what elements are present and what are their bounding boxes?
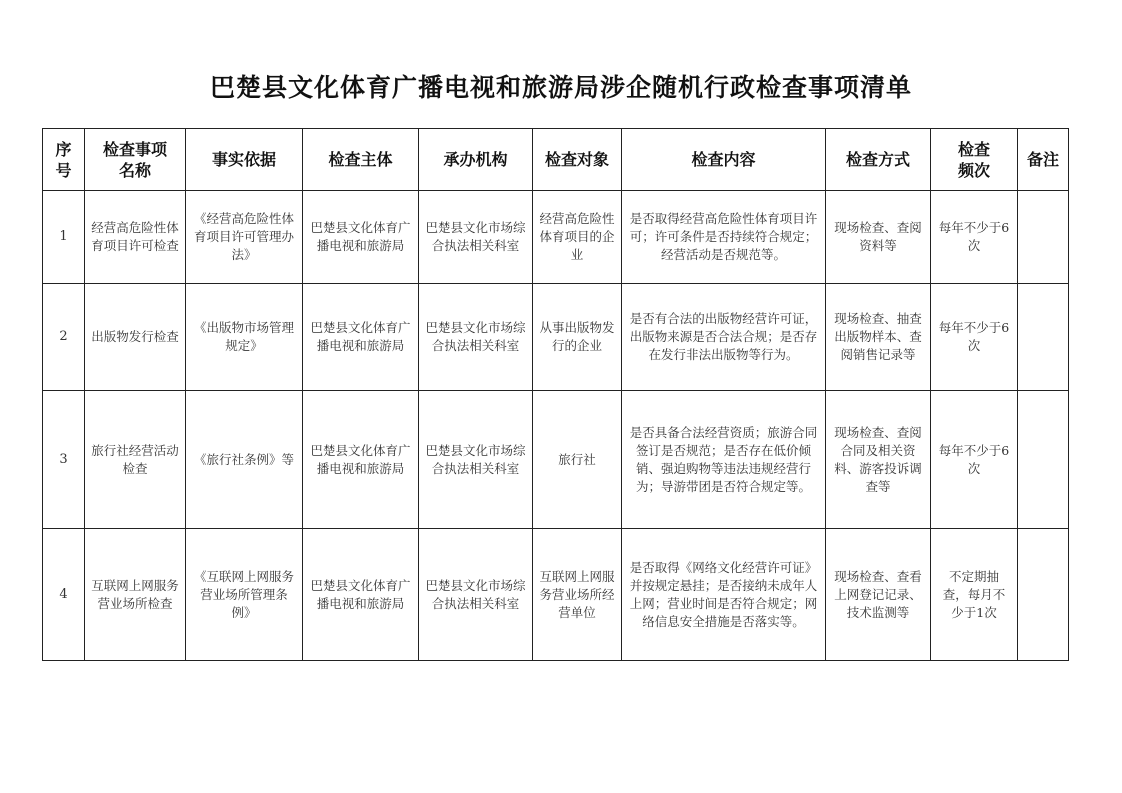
cell-remark: [1018, 391, 1069, 529]
header-target: 检查对象: [533, 129, 622, 191]
cell-remark: [1018, 529, 1069, 661]
cell-agency: 巴楚县文化市场综合执法相关科室: [419, 529, 533, 661]
cell-basis: 《旅行社条例》等: [186, 391, 303, 529]
cell-target: 互联网上网服务营业场所经营单位: [533, 529, 622, 661]
cell-target: 从事出版物发行的企业: [533, 284, 622, 391]
table-row: [43, 529, 1069, 661]
table-row: [43, 391, 1069, 529]
cell-freq: 每年不少于6次: [931, 284, 1018, 391]
cell-remark: [1018, 191, 1069, 284]
cell-content: 是否取得经营高危险性体育项目许可；许可条件是否持续符合规定；经营活动是否规范等。: [622, 191, 826, 284]
cell-no: 4: [43, 529, 85, 661]
header-no: 序 号: [43, 129, 85, 191]
header-subject: 检查主体: [303, 129, 419, 191]
header-remark: 备注: [1018, 129, 1069, 191]
cell-freq: 每年不少于6次: [931, 391, 1018, 529]
cell-basis: 《互联网上网服务营业场所管理条例》: [186, 529, 303, 661]
cell-agency: 巴楚县文化市场综合执法相关科室: [419, 191, 533, 284]
cell-name: 出版物发行检查: [85, 284, 186, 391]
inspection-table: [42, 128, 1069, 661]
cell-freq: 每年不少于6次: [931, 191, 1018, 284]
cell-name: 互联网上网服务营业场所检查: [85, 529, 186, 661]
cell-method: 现场检查、查阅资料等: [826, 191, 931, 284]
header-content: 检查内容: [622, 129, 826, 191]
cell-no: 3: [43, 391, 85, 529]
cell-name: 旅行社经营活动检查: [85, 391, 186, 529]
cell-method: 现场检查、抽查出版物样本、查阅销售记录等: [826, 284, 931, 391]
cell-method: 现场检查、查看上网登记记录、技术监测等: [826, 529, 931, 661]
header-row: [43, 129, 1069, 191]
cell-basis: 《出版物市场管理规定》: [186, 284, 303, 391]
header-method: 检查方式: [826, 129, 931, 191]
cell-content: 是否具备合法经营资质；旅游合同签订是否规范；是否存在低价倾销、强迫购物等违法违规经营行为；导游带团是否符合规定等。: [622, 391, 826, 529]
cell-content: 是否有合法的出版物经营许可证，出版物来源是否合法合规；是否存在发行非法出版物等行为。: [622, 284, 826, 391]
page-title: 巴楚县文化体育广播电视和旅游局涉企随机行政检查事项清单: [209, 73, 912, 102]
cell-agency: 巴楚县文化市场综合执法相关科室: [419, 284, 533, 391]
cell-method: 现场检查、查阅合同及相关资料、游客投诉调查等: [826, 391, 931, 529]
cell-basis: 《经营高危险性体育项目许可管理办法》: [186, 191, 303, 284]
cell-remark: [1018, 284, 1069, 391]
cell-content: 是否取得《网络文化经营许可证》并按规定悬挂；是否接纳未成年人上网；营业时间是否符合规定；网络信息安全措施是否落实等。: [622, 529, 826, 661]
cell-target: 旅行社: [533, 391, 622, 529]
cell-target: 经营高危险性体育项目的企业: [533, 191, 622, 284]
table-row: [43, 284, 1069, 391]
cell-no: 2: [43, 284, 85, 391]
table-row: [43, 191, 1069, 284]
header-basis: 事实依据: [186, 129, 303, 191]
header-name: 检查事项 名称: [85, 129, 186, 191]
cell-agency: 巴楚县文化市场综合执法相关科室: [419, 391, 533, 529]
header-freq: 检查 频次: [931, 129, 1018, 191]
header-agency: 承办机构: [419, 129, 533, 191]
cell-no: 1: [43, 191, 85, 284]
cell-name: 经营高危险性体育项目许可检查: [85, 191, 186, 284]
cell-freq: 不定期抽查，每月不少于1次: [931, 529, 1018, 661]
cell-subject: 巴楚县文化体育广播电视和旅游局: [303, 191, 419, 284]
cell-subject: 巴楚县文化体育广播电视和旅游局: [303, 529, 419, 661]
cell-subject: 巴楚县文化体育广播电视和旅游局: [303, 391, 419, 529]
cell-subject: 巴楚县文化体育广播电视和旅游局: [303, 284, 419, 391]
